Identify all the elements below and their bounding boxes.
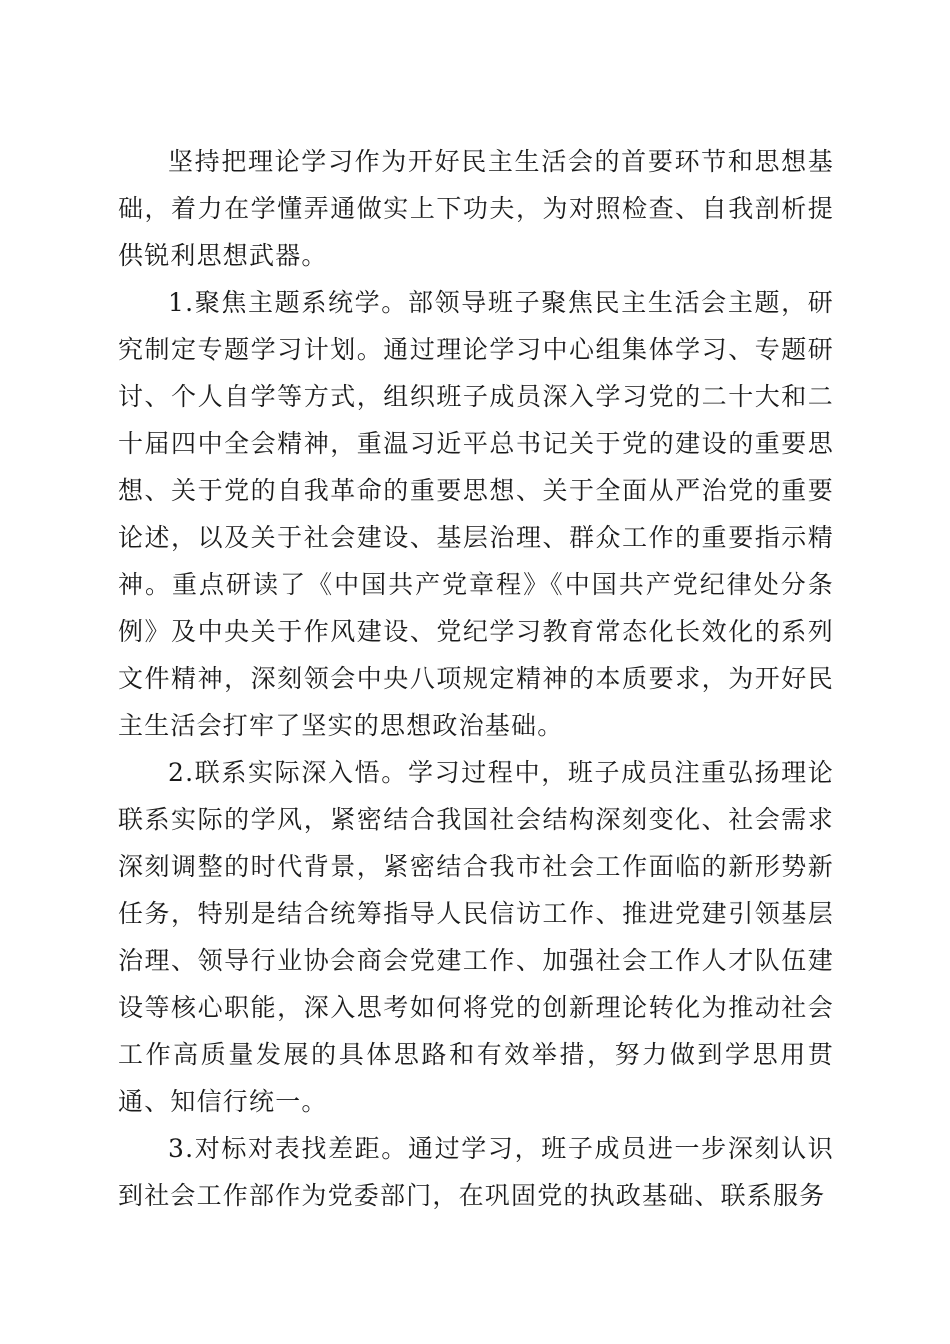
document-body [118, 138, 834, 1219]
paragraph-item-2: 2.联系实际深入悟。学习过程中，班子成员注重弘扬理论联系实际的学风，紧密结合我国社会结构深刻变化、社会需求深刻调整的时代背景，紧密结合我市社会工作面临的新形势新任务，特别是结合统筹指导人民信访工作、推进党建引领基层治理、领导行业协会商会党建工作、加强社会工作人才队伍建设等核心职能，深入思考如何将党的创新理论转化为推动社会工作高质量发展的具体思路和有效举措，努力做到学思用贯通、知信行统一。 [118, 758, 834, 1116]
paragraph-item-1: 1.聚焦主题系统学。部领导班子聚焦民主生活会主题，研究制定专题学习计划。通过理论学习中心组集体学习、专题研讨、个人自学等方式，组织班子成员深入学习党的二十大和二十届四中全会精神，重温习近平总书记关于党的建设的重要思想、关于党的自我革命的重要思想、关于全面从严治党的重要论述，以及关于社会建设、基层治理、群众工作的重要指示精神。重点研读了《中国共产党章程》《中国共产党纪律处分条例》及中央关于作风建设、党纪学习教育常态化长效化的系列文件精神，深刻领会中央八项规定精神的本质要求，为开好民主生活会打牢了坚实的思想政治基础。 [118, 288, 834, 740]
paragraph-item-3: 3.对标对表找差距。通过学习，班子成员进一步深刻认识到社会工作部作为党委部门，在巩固党的执政基础、联系服务 [118, 1134, 834, 1210]
paragraph-intro: 坚持把理论学习作为开好民主生活会的首要环节和思想基础，着力在学懂弄通做实上下功夫，为对照检查、自我剖析提供锐利思想武器。 [118, 147, 834, 270]
